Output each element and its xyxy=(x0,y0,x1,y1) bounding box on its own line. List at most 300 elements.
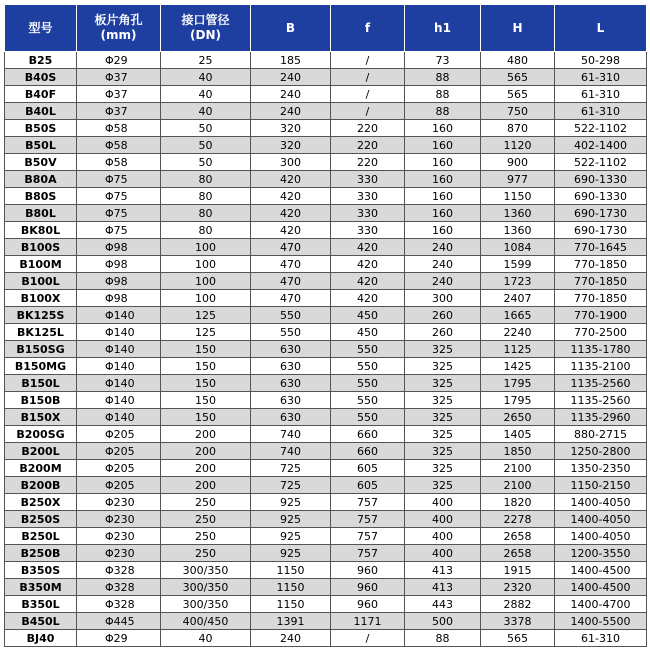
cell-plate-hole: Φ140 xyxy=(77,375,161,392)
cell-h1: 160 xyxy=(405,120,481,137)
cell-plate-hole: Φ75 xyxy=(77,205,161,222)
cell-port-diameter: 150 xyxy=(161,341,251,358)
cell-model: BK80L xyxy=(5,222,77,239)
table-row xyxy=(5,256,647,273)
cell-b: 420 xyxy=(251,205,331,222)
header-H xyxy=(481,5,555,52)
cell-port-diameter: 100 xyxy=(161,273,251,290)
cell-f: 960 xyxy=(331,579,405,596)
cell-L: 1400-5500 xyxy=(555,613,647,630)
cell-model: B40F xyxy=(5,86,77,103)
header-port-diameter xyxy=(161,5,251,52)
table-row xyxy=(5,307,647,324)
cell-H: 2278 xyxy=(481,511,555,528)
spec-table xyxy=(4,4,647,647)
cell-plate-hole: Φ230 xyxy=(77,528,161,545)
cell-h1: 413 xyxy=(405,562,481,579)
header-port-diameter-unit: (DN) xyxy=(190,28,221,42)
cell-h1: 325 xyxy=(405,460,481,477)
cell-H: 2658 xyxy=(481,528,555,545)
cell-H: 1915 xyxy=(481,562,555,579)
cell-L: 770-2500 xyxy=(555,324,647,341)
header-f-text: f xyxy=(364,20,371,35)
cell-L: 61-310 xyxy=(555,86,647,103)
table-row xyxy=(5,239,647,256)
cell-H: 1125 xyxy=(481,341,555,358)
cell-b: 1150 xyxy=(251,579,331,596)
cell-h1: 325 xyxy=(405,358,481,375)
cell-model: BK125L xyxy=(5,324,77,341)
cell-plate-hole: Φ230 xyxy=(77,545,161,562)
cell-h1: 443 xyxy=(405,596,481,613)
table-row xyxy=(5,324,647,341)
header-plate-hole-text: 板片角孔 xyxy=(94,13,143,27)
cell-H: 3378 xyxy=(481,613,555,630)
cell-port-diameter: 125 xyxy=(161,324,251,341)
cell-plate-hole: Φ205 xyxy=(77,460,161,477)
cell-model: B100M xyxy=(5,256,77,273)
cell-h1: 240 xyxy=(405,239,481,256)
cell-model: B150L xyxy=(5,375,77,392)
cell-H: 565 xyxy=(481,69,555,86)
cell-f: / xyxy=(331,103,405,120)
cell-f: 220 xyxy=(331,137,405,154)
cell-h1: 300 xyxy=(405,290,481,307)
cell-b: 300 xyxy=(251,154,331,171)
cell-h1: 88 xyxy=(405,86,481,103)
cell-port-diameter: 40 xyxy=(161,69,251,86)
cell-model: B200B xyxy=(5,477,77,494)
cell-b: 240 xyxy=(251,103,331,120)
cell-b: 630 xyxy=(251,375,331,392)
cell-model: B250S xyxy=(5,511,77,528)
cell-plate-hole: Φ140 xyxy=(77,409,161,426)
cell-L: 61-310 xyxy=(555,630,647,647)
cell-plate-hole: Φ140 xyxy=(77,307,161,324)
table-row xyxy=(5,222,647,239)
header-model-text: 型号 xyxy=(28,20,53,35)
cell-h1: 160 xyxy=(405,188,481,205)
cell-model: B200SG xyxy=(5,426,77,443)
cell-f: 960 xyxy=(331,562,405,579)
cell-h1: 400 xyxy=(405,511,481,528)
cell-H: 2650 xyxy=(481,409,555,426)
cell-model: B100S xyxy=(5,239,77,256)
cell-b: 320 xyxy=(251,137,331,154)
cell-H: 2320 xyxy=(481,579,555,596)
cell-L: 522-1102 xyxy=(555,120,647,137)
cell-H: 1425 xyxy=(481,358,555,375)
cell-f: 550 xyxy=(331,358,405,375)
cell-L: 50-298 xyxy=(555,52,647,69)
cell-port-diameter: 250 xyxy=(161,528,251,545)
cell-port-diameter: 125 xyxy=(161,307,251,324)
cell-b: 630 xyxy=(251,358,331,375)
cell-f: 330 xyxy=(331,188,405,205)
cell-port-diameter: 80 xyxy=(161,171,251,188)
cell-h1: 160 xyxy=(405,137,481,154)
cell-L: 402-1400 xyxy=(555,137,647,154)
table-row xyxy=(5,154,647,171)
cell-b: 1150 xyxy=(251,562,331,579)
cell-f: / xyxy=(331,630,405,647)
cell-h1: 88 xyxy=(405,103,481,120)
table-row xyxy=(5,426,647,443)
cell-port-diameter: 80 xyxy=(161,205,251,222)
table-body xyxy=(5,52,647,647)
cell-H: 870 xyxy=(481,120,555,137)
cell-port-diameter: 250 xyxy=(161,494,251,511)
cell-f: 757 xyxy=(331,511,405,528)
cell-model: B50L xyxy=(5,137,77,154)
header-f xyxy=(331,5,405,52)
cell-port-diameter: 300/350 xyxy=(161,596,251,613)
cell-model: B150B xyxy=(5,392,77,409)
cell-model: B80S xyxy=(5,188,77,205)
cell-f: / xyxy=(331,52,405,69)
cell-model: B40L xyxy=(5,103,77,120)
cell-h1: 240 xyxy=(405,256,481,273)
cell-b: 550 xyxy=(251,324,331,341)
table-row xyxy=(5,375,647,392)
cell-b: 185 xyxy=(251,52,331,69)
cell-H: 480 xyxy=(481,52,555,69)
cell-f: 605 xyxy=(331,460,405,477)
cell-L: 1400-4050 xyxy=(555,528,647,545)
cell-h1: 260 xyxy=(405,324,481,341)
cell-L: 61-310 xyxy=(555,69,647,86)
cell-f: 550 xyxy=(331,409,405,426)
cell-h1: 240 xyxy=(405,273,481,290)
cell-h1: 325 xyxy=(405,375,481,392)
cell-plate-hole: Φ205 xyxy=(77,477,161,494)
header-L-text: L xyxy=(596,20,605,35)
cell-port-diameter: 200 xyxy=(161,477,251,494)
cell-plate-hole: Φ98 xyxy=(77,239,161,256)
cell-port-diameter: 150 xyxy=(161,409,251,426)
cell-model: B40S xyxy=(5,69,77,86)
cell-plate-hole: Φ445 xyxy=(77,613,161,630)
cell-f: 420 xyxy=(331,239,405,256)
table-row xyxy=(5,358,647,375)
cell-plate-hole: Φ75 xyxy=(77,222,161,239)
cell-h1: 325 xyxy=(405,443,481,460)
cell-b: 925 xyxy=(251,511,331,528)
cell-L: 770-1850 xyxy=(555,273,647,290)
cell-H: 900 xyxy=(481,154,555,171)
cell-model: B350L xyxy=(5,596,77,613)
cell-H: 1360 xyxy=(481,205,555,222)
cell-port-diameter: 100 xyxy=(161,239,251,256)
table-row xyxy=(5,613,647,630)
cell-f: 757 xyxy=(331,494,405,511)
cell-L: 770-1850 xyxy=(555,290,647,307)
header-L xyxy=(555,5,647,52)
cell-H: 1665 xyxy=(481,307,555,324)
cell-model: B100X xyxy=(5,290,77,307)
cell-H: 2407 xyxy=(481,290,555,307)
cell-H: 2100 xyxy=(481,477,555,494)
cell-model: B50S xyxy=(5,120,77,137)
cell-h1: 413 xyxy=(405,579,481,596)
table-row xyxy=(5,392,647,409)
cell-port-diameter: 300/350 xyxy=(161,562,251,579)
cell-b: 925 xyxy=(251,528,331,545)
table-row xyxy=(5,443,647,460)
cell-model: B250B xyxy=(5,545,77,562)
cell-b: 925 xyxy=(251,545,331,562)
cell-b: 470 xyxy=(251,273,331,290)
cell-h1: 160 xyxy=(405,222,481,239)
cell-plate-hole: Φ328 xyxy=(77,579,161,596)
cell-model: B150MG xyxy=(5,358,77,375)
cell-model: BJ40 xyxy=(5,630,77,647)
cell-H: 2100 xyxy=(481,460,555,477)
cell-b: 420 xyxy=(251,222,331,239)
cell-f: 757 xyxy=(331,528,405,545)
cell-H: 2882 xyxy=(481,596,555,613)
cell-H: 1150 xyxy=(481,188,555,205)
cell-model: B200M xyxy=(5,460,77,477)
cell-L: 1400-4500 xyxy=(555,562,647,579)
table-row xyxy=(5,494,647,511)
spec-table-container xyxy=(4,4,646,647)
cell-L: 690-1330 xyxy=(555,188,647,205)
cell-h1: 325 xyxy=(405,426,481,443)
cell-f: 550 xyxy=(331,392,405,409)
cell-plate-hole: Φ205 xyxy=(77,443,161,460)
cell-L: 770-1850 xyxy=(555,256,647,273)
cell-plate-hole: Φ29 xyxy=(77,52,161,69)
cell-port-diameter: 40 xyxy=(161,630,251,647)
table-row xyxy=(5,171,647,188)
cell-f: 757 xyxy=(331,545,405,562)
table-row xyxy=(5,290,647,307)
cell-L: 1135-2100 xyxy=(555,358,647,375)
cell-L: 1350-2350 xyxy=(555,460,647,477)
table-row xyxy=(5,409,647,426)
cell-f: 960 xyxy=(331,596,405,613)
cell-b: 630 xyxy=(251,409,331,426)
table-row xyxy=(5,545,647,562)
header-plate-hole xyxy=(77,5,161,52)
cell-port-diameter: 40 xyxy=(161,103,251,120)
cell-b: 240 xyxy=(251,630,331,647)
table-row xyxy=(5,52,647,69)
cell-h1: 160 xyxy=(405,171,481,188)
table-row xyxy=(5,69,647,86)
cell-plate-hole: Φ75 xyxy=(77,171,161,188)
cell-b: 725 xyxy=(251,460,331,477)
cell-plate-hole: Φ328 xyxy=(77,562,161,579)
cell-plate-hole: Φ140 xyxy=(77,324,161,341)
cell-f: 330 xyxy=(331,205,405,222)
cell-plate-hole: Φ58 xyxy=(77,120,161,137)
cell-b: 1391 xyxy=(251,613,331,630)
cell-f: 420 xyxy=(331,290,405,307)
cell-b: 240 xyxy=(251,86,331,103)
cell-plate-hole: Φ37 xyxy=(77,69,161,86)
cell-h1: 325 xyxy=(405,392,481,409)
cell-plate-hole: Φ98 xyxy=(77,256,161,273)
header-b xyxy=(251,5,331,52)
table-row xyxy=(5,562,647,579)
cell-H: 1599 xyxy=(481,256,555,273)
cell-model: B80L xyxy=(5,205,77,222)
table-row xyxy=(5,630,647,647)
header-H-text: H xyxy=(512,20,523,35)
cell-f: 550 xyxy=(331,375,405,392)
cell-f: 420 xyxy=(331,273,405,290)
table-header-row xyxy=(5,5,647,52)
cell-b: 420 xyxy=(251,171,331,188)
cell-h1: 160 xyxy=(405,154,481,171)
cell-port-diameter: 50 xyxy=(161,154,251,171)
cell-model: B450L xyxy=(5,613,77,630)
cell-L: 690-1330 xyxy=(555,171,647,188)
table-row xyxy=(5,596,647,613)
cell-port-diameter: 150 xyxy=(161,392,251,409)
cell-L: 1400-4500 xyxy=(555,579,647,596)
cell-plate-hole: Φ98 xyxy=(77,273,161,290)
cell-L: 770-1645 xyxy=(555,239,647,256)
cell-port-diameter: 250 xyxy=(161,545,251,562)
cell-L: 690-1730 xyxy=(555,222,647,239)
cell-f: 330 xyxy=(331,171,405,188)
cell-port-diameter: 100 xyxy=(161,256,251,273)
header-port-diameter-text: 接口管径 xyxy=(181,13,230,27)
cell-f: 550 xyxy=(331,341,405,358)
cell-port-diameter: 200 xyxy=(161,426,251,443)
cell-L: 1135-2560 xyxy=(555,392,647,409)
table-row xyxy=(5,579,647,596)
cell-b: 630 xyxy=(251,341,331,358)
cell-h1: 88 xyxy=(405,69,481,86)
cell-plate-hole: Φ58 xyxy=(77,154,161,171)
cell-plate-hole: Φ230 xyxy=(77,511,161,528)
cell-f: 450 xyxy=(331,307,405,324)
cell-L: 1135-1780 xyxy=(555,341,647,358)
cell-h1: 160 xyxy=(405,205,481,222)
cell-b: 420 xyxy=(251,188,331,205)
cell-H: 1405 xyxy=(481,426,555,443)
cell-L: 61-310 xyxy=(555,103,647,120)
cell-h1: 325 xyxy=(405,341,481,358)
cell-plate-hole: Φ140 xyxy=(77,341,161,358)
cell-f: 420 xyxy=(331,256,405,273)
cell-plate-hole: Φ140 xyxy=(77,392,161,409)
cell-h1: 400 xyxy=(405,545,481,562)
table-row xyxy=(5,86,647,103)
cell-H: 565 xyxy=(481,630,555,647)
cell-model: B350S xyxy=(5,562,77,579)
cell-L: 1250-2800 xyxy=(555,443,647,460)
cell-L: 880-2715 xyxy=(555,426,647,443)
cell-f: 220 xyxy=(331,120,405,137)
cell-H: 1795 xyxy=(481,375,555,392)
cell-port-diameter: 200 xyxy=(161,460,251,477)
cell-model: B100L xyxy=(5,273,77,290)
cell-H: 1795 xyxy=(481,392,555,409)
cell-b: 1150 xyxy=(251,596,331,613)
cell-L: 690-1730 xyxy=(555,205,647,222)
cell-model: B250L xyxy=(5,528,77,545)
cell-h1: 260 xyxy=(405,307,481,324)
cell-H: 1723 xyxy=(481,273,555,290)
cell-b: 925 xyxy=(251,494,331,511)
cell-port-diameter: 50 xyxy=(161,120,251,137)
cell-H: 1820 xyxy=(481,494,555,511)
table-row xyxy=(5,120,647,137)
table-row xyxy=(5,477,647,494)
cell-f: 660 xyxy=(331,426,405,443)
cell-H: 1360 xyxy=(481,222,555,239)
cell-port-diameter: 150 xyxy=(161,358,251,375)
cell-port-diameter: 150 xyxy=(161,375,251,392)
table-row xyxy=(5,341,647,358)
cell-L: 1150-2150 xyxy=(555,477,647,494)
cell-model: B80A xyxy=(5,171,77,188)
cell-h1: 73 xyxy=(405,52,481,69)
cell-plate-hole: Φ75 xyxy=(77,188,161,205)
cell-plate-hole: Φ98 xyxy=(77,290,161,307)
cell-b: 740 xyxy=(251,443,331,460)
cell-model: B50V xyxy=(5,154,77,171)
cell-f: 450 xyxy=(331,324,405,341)
cell-H: 1120 xyxy=(481,137,555,154)
header-h1 xyxy=(405,5,481,52)
cell-port-diameter: 25 xyxy=(161,52,251,69)
cell-b: 320 xyxy=(251,120,331,137)
table-row xyxy=(5,137,647,154)
cell-plate-hole: Φ37 xyxy=(77,103,161,120)
cell-plate-hole: Φ29 xyxy=(77,630,161,647)
cell-L: 770-1900 xyxy=(555,307,647,324)
cell-plate-hole: Φ230 xyxy=(77,494,161,511)
cell-model: B150X xyxy=(5,409,77,426)
cell-b: 630 xyxy=(251,392,331,409)
cell-h1: 325 xyxy=(405,409,481,426)
cell-b: 240 xyxy=(251,69,331,86)
cell-port-diameter: 200 xyxy=(161,443,251,460)
cell-b: 470 xyxy=(251,256,331,273)
cell-plate-hole: Φ58 xyxy=(77,137,161,154)
table-row xyxy=(5,273,647,290)
cell-f: / xyxy=(331,69,405,86)
table-row xyxy=(5,103,647,120)
cell-f: 220 xyxy=(331,154,405,171)
cell-L: 522-1102 xyxy=(555,154,647,171)
cell-port-diameter: 80 xyxy=(161,222,251,239)
cell-b: 725 xyxy=(251,477,331,494)
cell-model: B25 xyxy=(5,52,77,69)
cell-model: B250X xyxy=(5,494,77,511)
table-row xyxy=(5,188,647,205)
cell-port-diameter: 400/450 xyxy=(161,613,251,630)
cell-f: / xyxy=(331,86,405,103)
cell-L: 1400-4050 xyxy=(555,511,647,528)
cell-port-diameter: 50 xyxy=(161,137,251,154)
cell-port-diameter: 300/350 xyxy=(161,579,251,596)
cell-h1: 325 xyxy=(405,477,481,494)
cell-model: B200L xyxy=(5,443,77,460)
cell-plate-hole: Φ205 xyxy=(77,426,161,443)
table-row xyxy=(5,511,647,528)
cell-H: 565 xyxy=(481,86,555,103)
cell-port-diameter: 100 xyxy=(161,290,251,307)
cell-plate-hole: Φ328 xyxy=(77,596,161,613)
cell-h1: 400 xyxy=(405,494,481,511)
